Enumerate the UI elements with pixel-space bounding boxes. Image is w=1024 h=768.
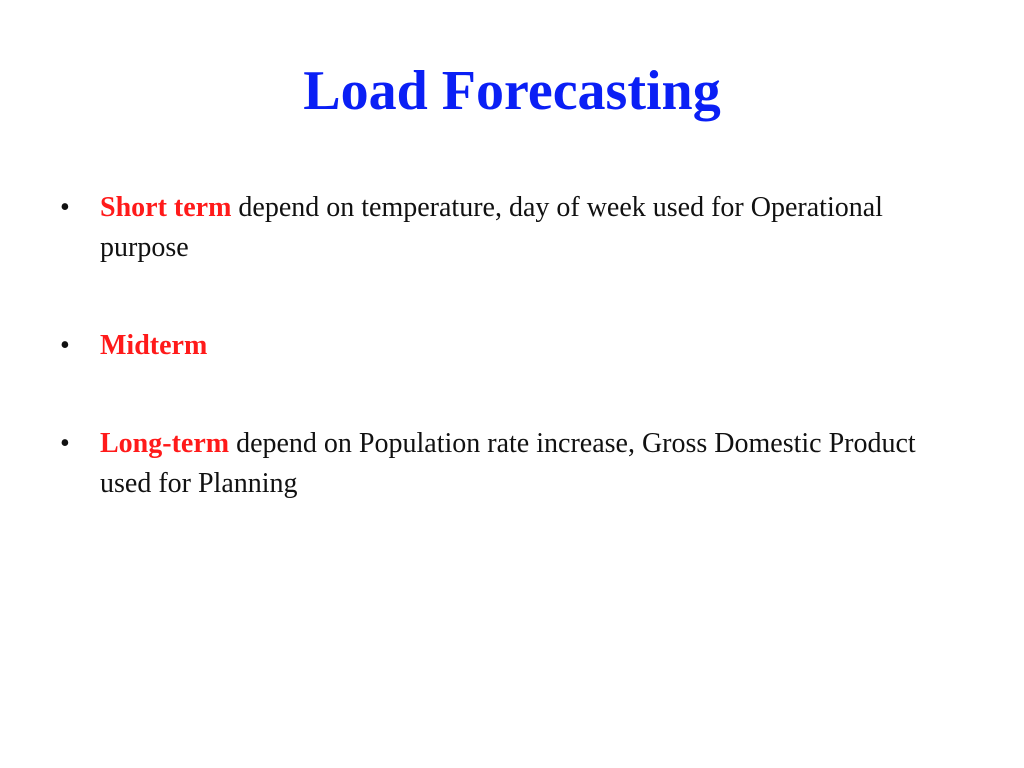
- bullet-item-long-term: [60, 424, 940, 504]
- bullet-description: depend on temperature, day of week used for Operational purpose: [100, 192, 883, 263]
- bullet-term: Short term: [100, 192, 232, 223]
- bullet-icon: •: [60, 428, 70, 459]
- bullet-item-short-term: [60, 188, 940, 268]
- bullet-term: Midterm: [100, 330, 208, 361]
- bullet-item-midterm: [60, 326, 940, 366]
- bullet-list: [60, 188, 940, 562]
- bullet-icon: •: [60, 192, 70, 223]
- bullet-icon: •: [60, 330, 70, 361]
- bullet-description: depend on Population rate increase, Gross Domestic Product used for Planning: [100, 428, 916, 499]
- slide-title: Load Forecasting: [303, 60, 721, 122]
- bullet-term: Long-term: [100, 428, 230, 459]
